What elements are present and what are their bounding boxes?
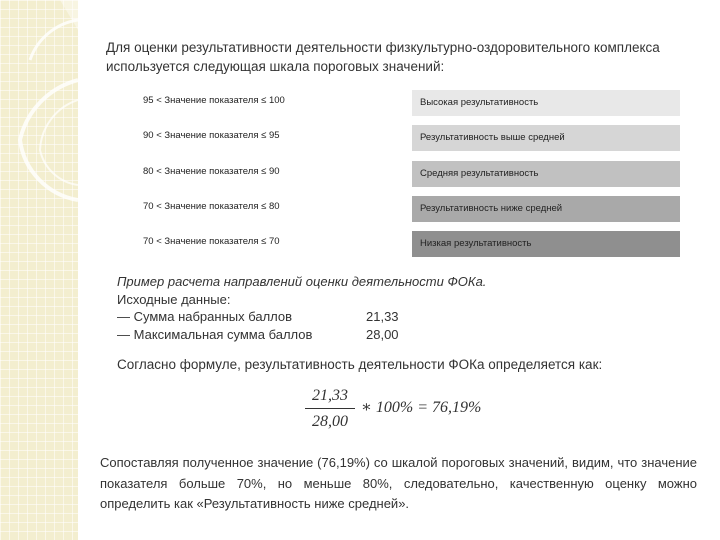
scale-label: Высокая результативность — [412, 90, 680, 116]
scale-row — [143, 231, 683, 257]
scale-label: Результативность выше средней — [412, 125, 680, 151]
scale-label: Результативность ниже средней — [412, 196, 680, 222]
source-data-label: Исходные данные: — [117, 291, 231, 307]
scale-label: Средняя результативность — [412, 161, 680, 187]
source-item-value: 21,33 — [366, 309, 399, 324]
scale-condition: 80 < Значение показателя ≤ 90 — [143, 166, 280, 177]
formula-numerator: 21,33 — [312, 387, 348, 404]
formula-result: ∗ 100% = 76,19% — [361, 399, 482, 416]
decorative-side-strip — [0, 0, 78, 540]
source-data-item — [117, 308, 437, 326]
formula — [305, 385, 505, 435]
source-item-name: — Максимальная сумма баллов — [117, 326, 313, 342]
conclusion-paragraph: Сопоставляя полученное значение (76,19%) со шкалой пороговых значений, видим, что значение показателя больше 70%, но меньше 80%, следовательно, качественную оценку можно определить как «Результативность ниже средней». — [100, 455, 697, 511]
formula-intro: Согласно формуле, результативность деятельности ФОКа определяется как: — [117, 357, 603, 372]
scale-row — [143, 125, 683, 151]
source-item-name: — Сумма набранных баллов — [117, 309, 293, 324]
threshold-scale — [143, 90, 683, 262]
scale-condition: 90 < Значение показателя ≤ 95 — [143, 130, 280, 141]
formula-fraction — [305, 385, 355, 433]
source-data-item — [117, 326, 437, 344]
fraction-bar — [305, 408, 355, 409]
decorative-arcs-icon — [0, 0, 78, 540]
scale-condition: 70 < Значение показателя ≤ 70 — [143, 236, 280, 247]
scale-row — [143, 196, 683, 222]
example-block — [117, 273, 486, 343]
scale-condition: 70 < Значение показателя ≤ 80 — [143, 201, 280, 212]
intro-paragraph: Для оценки результативности деятельности физкультурно-оздоровительного комплекса используется следующая шкала пороговых значений: — [106, 40, 660, 74]
scale-row — [143, 90, 683, 116]
scale-row — [143, 161, 683, 187]
source-item-value: 28,00 — [366, 326, 399, 342]
example-title: Пример расчета направлений оценки деятельности ФОКа. — [117, 274, 487, 289]
formula-denominator: 28,00 — [312, 413, 348, 430]
scale-label: Низкая результативность — [412, 231, 680, 257]
scale-condition: 95 < Значение показателя ≤ 100 — [143, 95, 285, 106]
